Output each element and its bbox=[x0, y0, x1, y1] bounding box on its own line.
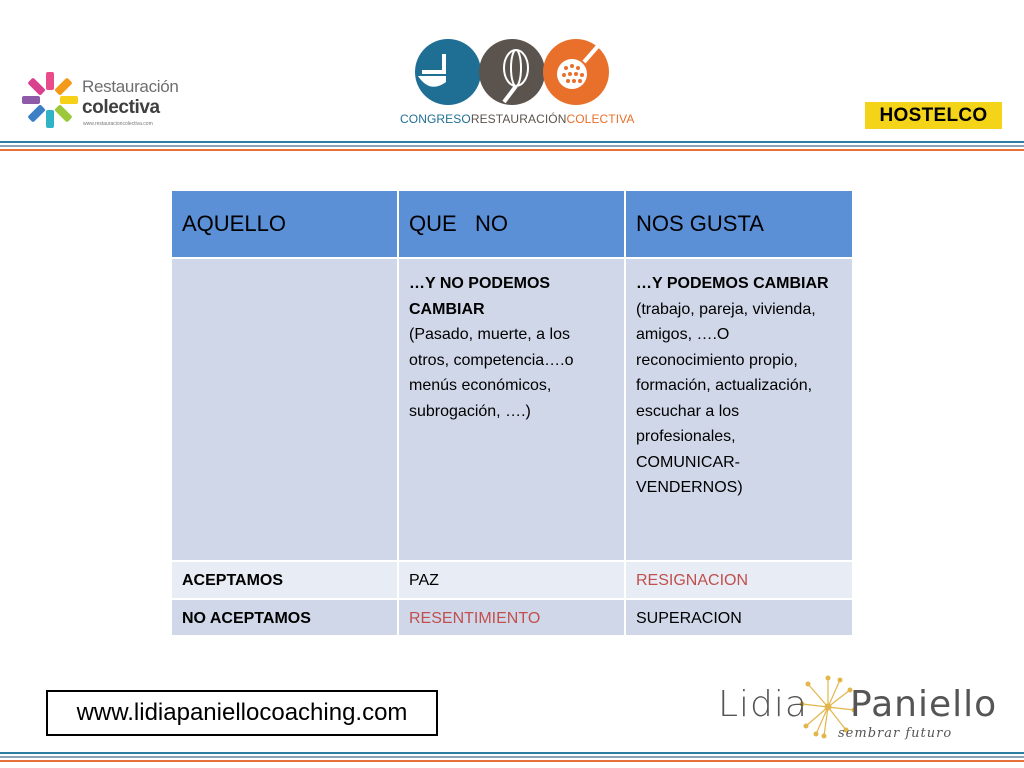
header-divider bbox=[0, 141, 1024, 153]
table-cell-resentimiento: RESENTIMIENTO bbox=[399, 600, 626, 638]
congreso-logo bbox=[394, 32, 634, 132]
cannot-change-title: …Y NO PODEMOS CAMBIAR bbox=[409, 275, 551, 318]
restauracion-colectiva-logo bbox=[20, 68, 180, 132]
website-url-link[interactable]: www.lidiapaniellocoaching.com bbox=[76, 699, 408, 726]
hostelco-logo bbox=[865, 102, 1002, 129]
footer-divider bbox=[0, 752, 1024, 764]
logo-text-url: www.restauracioncolectiva.com bbox=[83, 121, 153, 127]
flower-icon bbox=[20, 68, 80, 132]
attitude-matrix-table bbox=[172, 191, 852, 637]
congreso-circles-icon bbox=[394, 32, 634, 112]
can-change-body: (trabajo, pareja, vivienda, amigos, ….O reconocimiento propio, formación, actualización, escuchar a los profesionales, COMUNICAR-VENDERNOS) bbox=[636, 300, 816, 496]
logo-text-line2: colectiva bbox=[82, 97, 160, 118]
row-label-aceptamos: ACEPTAMOS bbox=[172, 562, 399, 600]
table-cell-resignacion: RESIGNACION bbox=[626, 562, 852, 600]
hostelco-text: HOSTELCO bbox=[879, 105, 988, 126]
table-cell-empty bbox=[172, 259, 399, 562]
caption-colectiva: COLECTIVA bbox=[566, 112, 635, 126]
row-label-no-aceptamos: NO ACEPTAMOS bbox=[172, 600, 399, 638]
table-header-row bbox=[172, 191, 852, 259]
header-cell-nos-gusta: NOS GUSTA bbox=[626, 191, 852, 259]
table-cell-superacion: SUPERACION bbox=[626, 600, 852, 638]
website-url-box[interactable] bbox=[46, 690, 438, 736]
signature-last-name: Paniello bbox=[850, 684, 998, 725]
congreso-caption bbox=[400, 112, 635, 126]
cannot-change-body: (Pasado, muerte, a los otros, competencia….o menús económicos, subrogación, ….) bbox=[409, 326, 574, 420]
can-change-title: …Y PODEMOS CAMBIAR bbox=[636, 275, 829, 292]
table-cell-cannot-change bbox=[399, 259, 626, 562]
caption-restauracion: RESTAURACIÓN bbox=[470, 112, 567, 126]
logo-text-line1: Restauración bbox=[82, 77, 179, 96]
signature-first-name: Lidia bbox=[718, 684, 808, 725]
table-cell-can-change bbox=[626, 259, 852, 562]
table-row bbox=[172, 600, 852, 638]
lidia-paniello-logo bbox=[712, 670, 998, 746]
table-cell-paz: PAZ bbox=[399, 562, 626, 600]
table-row bbox=[172, 562, 852, 600]
table-row bbox=[172, 259, 852, 562]
header-cell-aquello: AQUELLO bbox=[172, 191, 399, 259]
signature-tagline: sembrar futuro bbox=[838, 726, 953, 741]
caption-congreso: CONGRESO bbox=[400, 112, 471, 126]
header-cell-que-no: QUE NO bbox=[399, 191, 626, 259]
